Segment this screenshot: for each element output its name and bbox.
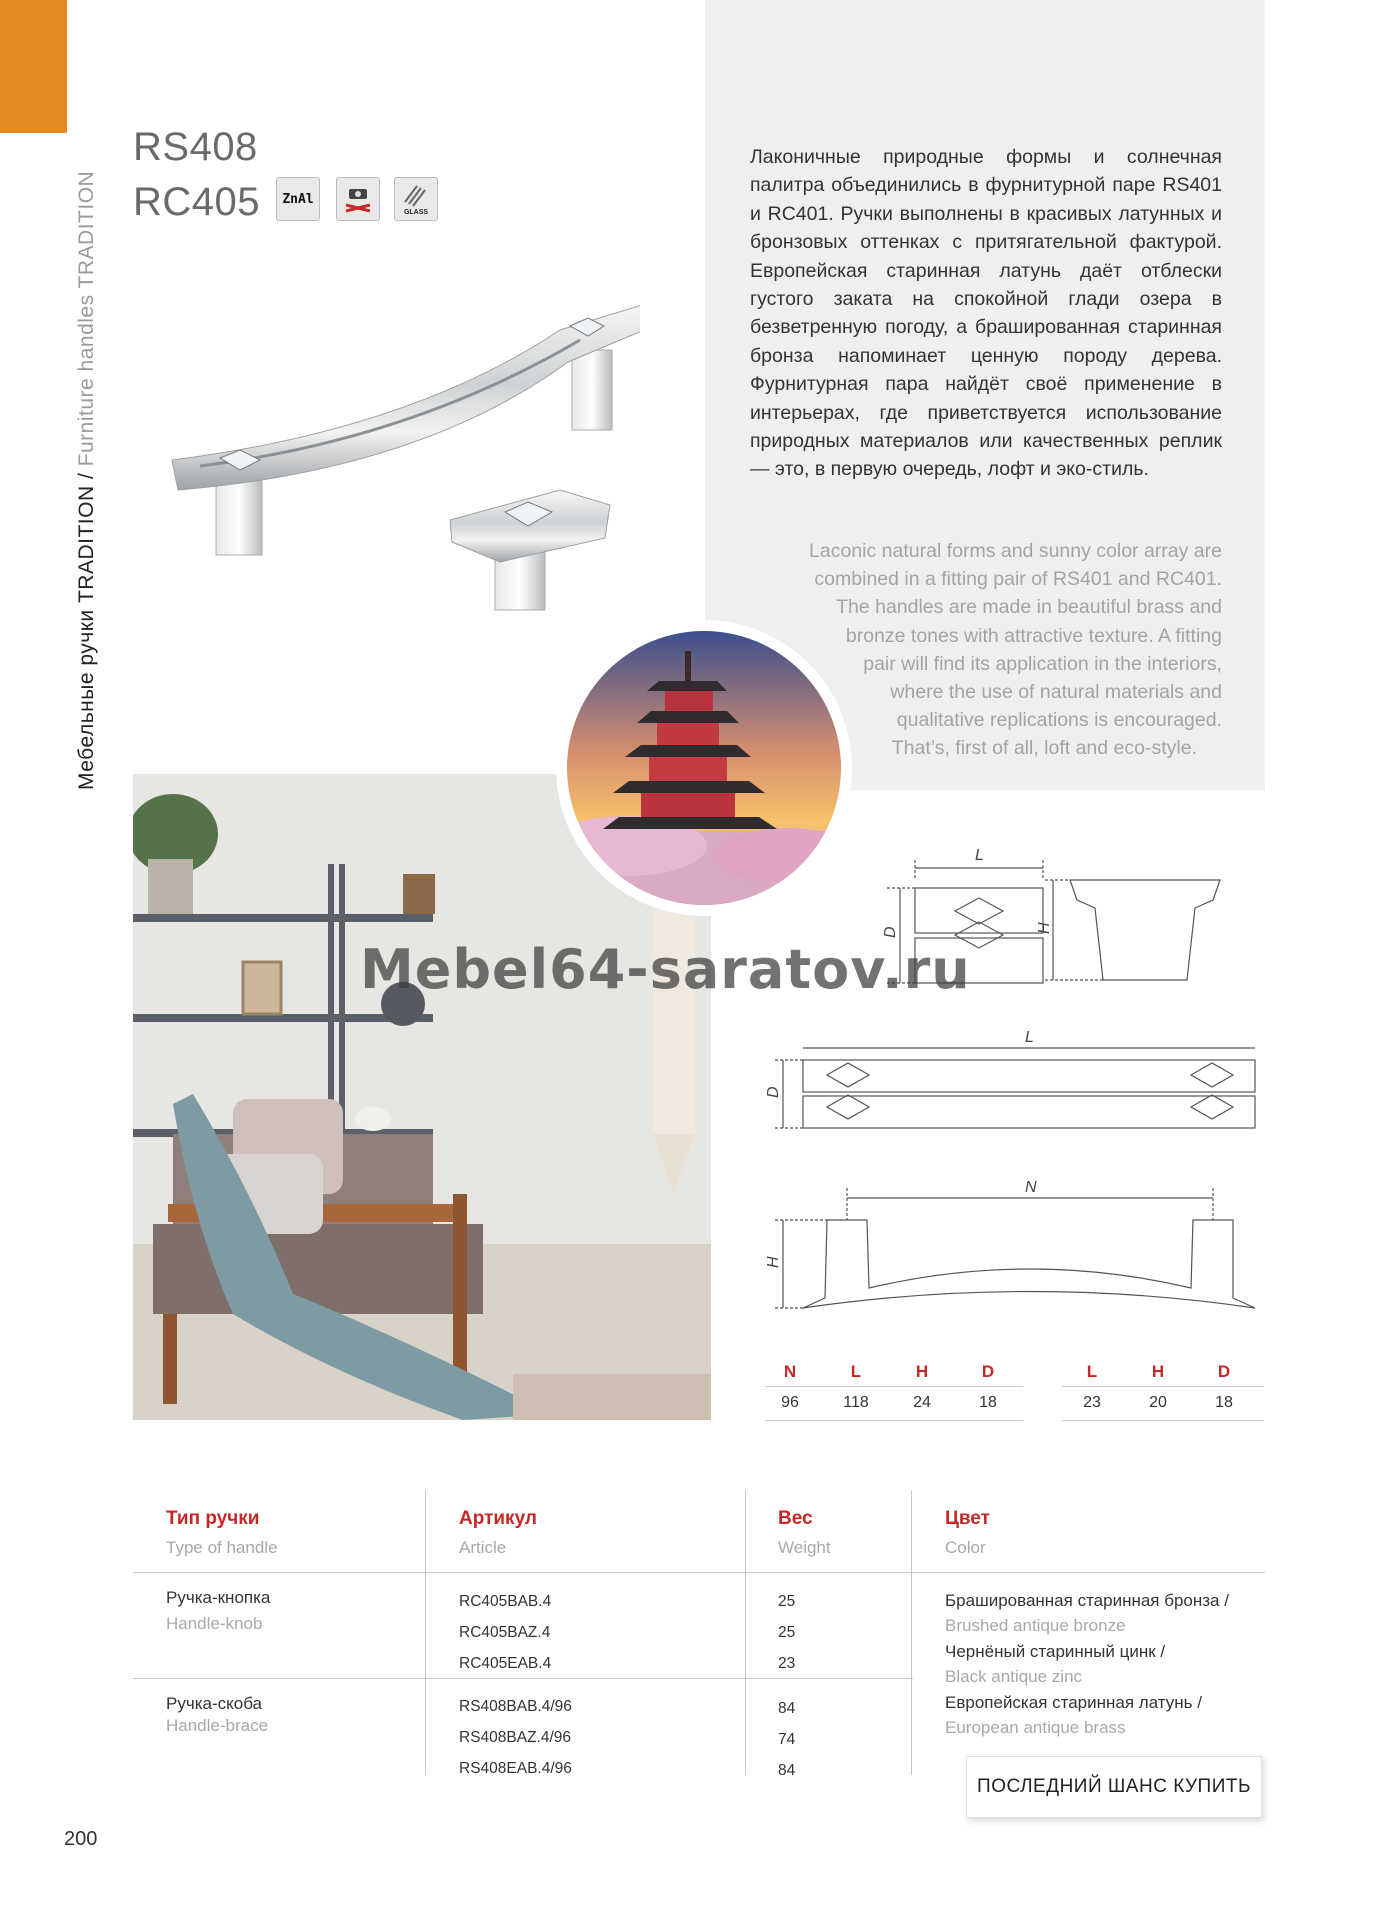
- weight-value: 84: [778, 1700, 796, 1717]
- svg-text:GLASS: GLASS: [403, 209, 429, 216]
- article-code: RC405EAB.4: [459, 1655, 552, 1672]
- article-code: RS408EAB.4/96: [459, 1760, 572, 1777]
- header-article: Артикул Article: [459, 1508, 537, 1557]
- description-en: [809, 537, 1222, 763]
- weight-value: 84: [778, 1762, 796, 1779]
- header-weight: Вес Weight: [778, 1508, 831, 1557]
- weight-value: 25: [778, 1624, 796, 1641]
- product-image: [160, 280, 640, 650]
- color-list: [945, 1588, 1229, 1740]
- weight-value: 74: [778, 1731, 796, 1748]
- description-en-line: where the use of natural materials and: [890, 681, 1222, 704]
- dim-header: N: [783, 1362, 797, 1381]
- color-item: Брашированная старинная бронза / Brushed antique bronze: [945, 1591, 1229, 1635]
- svg-text:D: D: [765, 1086, 782, 1098]
- side-label: Мебельные ручки TRADITION / Furniture handles TRADITION: [75, 170, 98, 790]
- dim-value: 24: [913, 1394, 931, 1411]
- svg-text:L: L: [975, 847, 984, 864]
- dim-value: 96: [781, 1394, 799, 1411]
- dim-value: 23: [1083, 1394, 1101, 1411]
- dim-header: D: [1217, 1362, 1231, 1381]
- description-en-line: bronze tones with attractive texture. A fitting: [845, 624, 1222, 647]
- description-en-line: That’s, first of all, loft and eco-style.: [891, 737, 1197, 760]
- article-code: RS408BAB.4/96: [459, 1698, 572, 1715]
- article-code: RS408BAZ.4/96: [459, 1729, 572, 1746]
- orange-tab: [0, 0, 67, 133]
- technical-drawing: [735, 820, 1275, 1330]
- svg-text:H: H: [1036, 922, 1053, 934]
- dims-knob-table: [1062, 1362, 1267, 1422]
- description-en-line: combined in a fitting pair of RS401 and RC401.: [814, 568, 1222, 591]
- description-en-line: pair will find its application in the interiors,: [863, 652, 1222, 675]
- article-code: RC405BAB.4: [459, 1593, 552, 1610]
- type-knob: Ручка-кнопка Handle-knob: [166, 1588, 271, 1633]
- header-color: Цвет Color: [945, 1508, 990, 1557]
- svg-text:L: L: [1025, 1029, 1034, 1046]
- no-screw-icon: [336, 177, 380, 221]
- svg-text:D: D: [882, 926, 899, 938]
- model-rc405: RC405: [133, 180, 261, 224]
- dim-value: 18: [1215, 1394, 1233, 1411]
- dims-handle-table: [760, 1362, 1030, 1422]
- dim-header: D: [981, 1362, 995, 1381]
- color-item: Чернёный старинный цинк / Black antique zinc: [945, 1642, 1166, 1686]
- svg-text:N: N: [1025, 1179, 1037, 1196]
- color-item: Европейская старинная латунь / European antique brass: [945, 1693, 1202, 1737]
- page-number: 200: [64, 1828, 98, 1850]
- weight-value: 25: [778, 1593, 796, 1610]
- weights-knob: [778, 1586, 795, 1679]
- weights-brace: [778, 1693, 795, 1786]
- description-en-line: qualitative replications is encouraged.: [896, 709, 1222, 732]
- dim-value: 18: [979, 1394, 997, 1411]
- description-en-line: Laconic natural forms and sunny color array are: [809, 540, 1222, 562]
- dim-header: H: [915, 1362, 929, 1381]
- dim-header: H: [1151, 1362, 1165, 1381]
- type-brace: Ручка-скоба Handle-brace: [166, 1694, 269, 1735]
- weight-value: 23: [778, 1655, 796, 1672]
- articles-knob: [459, 1586, 551, 1679]
- last-chance-buy-button[interactable]: ПОСЛЕДНИЙ ШАНС КУПИТЬ: [966, 1756, 1262, 1818]
- znal-badge-icon: ZnAl: [276, 177, 320, 221]
- svg-text:H: H: [765, 1256, 782, 1268]
- spec-table: [133, 1490, 1265, 1780]
- dim-value: 20: [1149, 1394, 1167, 1411]
- description-ru: Лаконичные природные формы и солнечная палитра объединились в фурнитурной паре RS401 и RC401. Ручки выполнены в красивых латунных и бронзовых оттенках с притягательной фактурой. Европейская старинная латунь даёт отблески густого заката на спокойной глади озера в безветренную погоду, а брашированная старинная бронза напоминает ценную породу дерева. Фурнитурная пара найдёт своё применение в интерьерах, где приветствуется использование природных материалов или качественных реплик — это, в первую очередь, лофт и эко-стиль.: [750, 146, 1222, 481]
- dim-header: L: [1086, 1362, 1098, 1381]
- model-rs408: RS408: [133, 125, 258, 169]
- dim-header: L: [850, 1362, 862, 1381]
- header-type: Тип ручки Type of handle: [166, 1508, 278, 1557]
- watermark: Mebel64-saratov.ru: [360, 938, 971, 1001]
- article-code: RC405BAZ.4: [459, 1624, 551, 1641]
- glass-badge-icon: [394, 177, 438, 221]
- dim-value: 118: [843, 1394, 869, 1411]
- description-en-line: The handles are made in beautiful brass and: [836, 596, 1222, 619]
- articles-brace: [459, 1691, 572, 1784]
